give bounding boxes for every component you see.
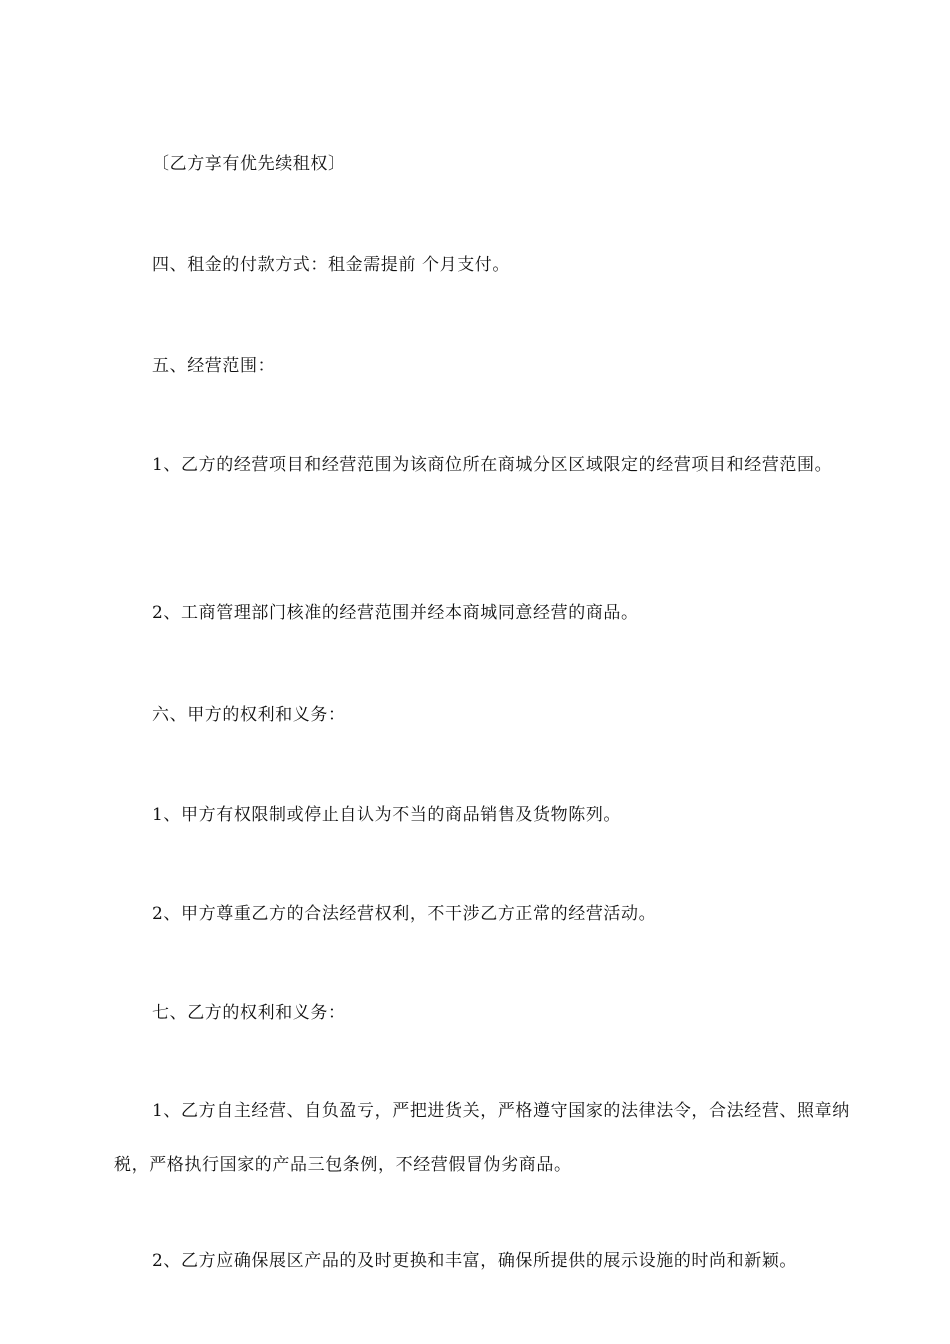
paragraph-renewal-right: 〔乙方享有优先续租权〕 — [152, 154, 346, 174]
paragraph-section-7-item-1: 1、乙方自主经营、自负盈亏，严把进货关，严格遵守国家的法律法令，合法经营、照章纳税，严格执行国家的产品三包条例，不经营假冒伪劣商品。 — [114, 1101, 850, 1175]
paragraph-section-6-item-1: 1、甲方有权限制或停止自认为不当的商品销售及货物陈列。 — [152, 805, 622, 825]
paragraph-section-7-heading: 七、乙方的权利和义务： — [152, 1003, 346, 1023]
paragraph-section-5-heading: 五、经营范围： — [152, 356, 276, 376]
paragraph-section-4-payment: 四、租金的付款方式：租金需提前 个月支付。 — [152, 255, 511, 275]
paragraph-section-5-item-2: 2、工商管理部门核准的经营范围并经本商城同意经营的商品。 — [152, 603, 639, 623]
paragraph-section-7-item-2: 2、乙方应确保展区产品的及时更换和丰富，确保所提供的展示设施的时尚和新颖。 — [152, 1251, 798, 1271]
paragraph-section-5-item-1: 1、乙方的经营项目和经营范围为该商位所在商城分区区域限定的经营项目和经营范围。 — [152, 455, 833, 475]
paragraph-section-6-item-2: 2、甲方尊重乙方的合法经营权利，不干涉乙方正常的经营活动。 — [152, 904, 657, 924]
paragraph-section-6-heading: 六、甲方的权利和义务： — [152, 705, 346, 725]
